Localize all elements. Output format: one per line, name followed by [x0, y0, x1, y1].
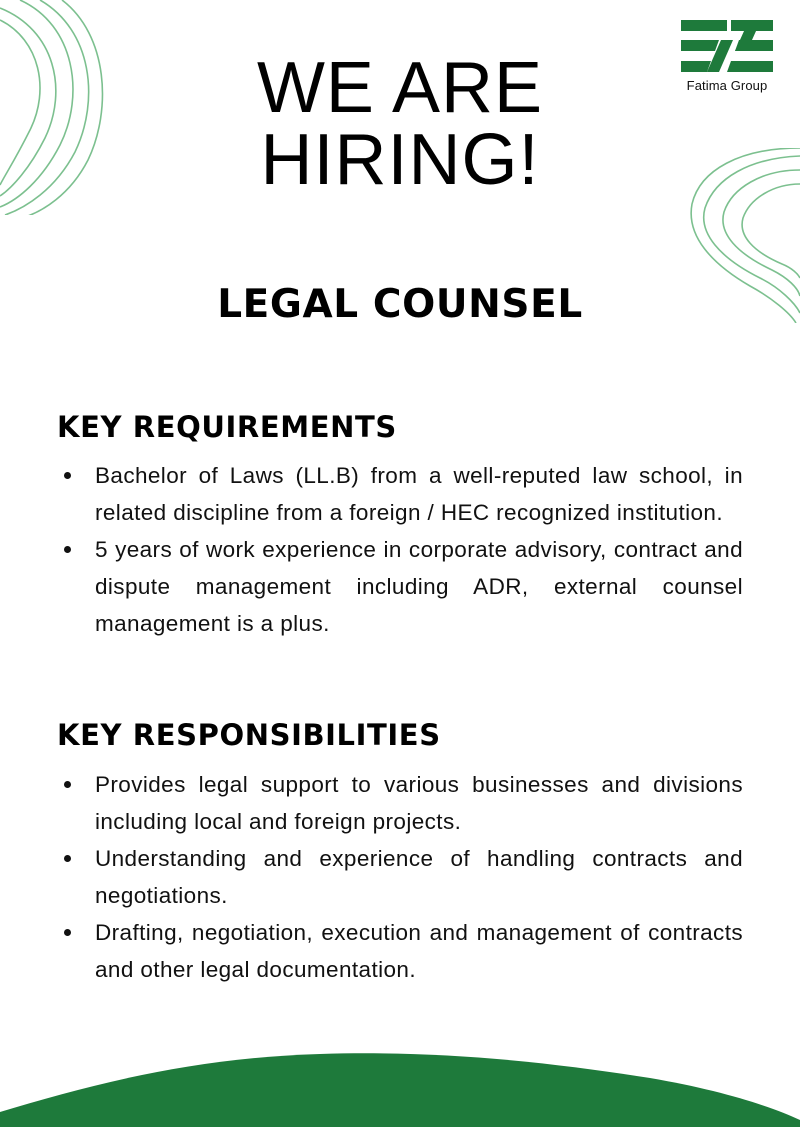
requirement-text: Bachelor of Laws (LL.B) from a well-reputed law school, in related discipline from a foreign / HEC recognized institution. — [95, 463, 743, 525]
requirement-item — [57, 457, 743, 531]
headline-line-1: WE ARE — [256, 48, 544, 128]
requirements-heading: KEY REQUIREMENTS — [57, 410, 397, 444]
responsibility-item — [57, 914, 743, 988]
headline-line-2: HIRING! — [260, 120, 540, 200]
bullet-icon — [64, 781, 71, 788]
decorative-wave-bottom — [0, 1040, 800, 1127]
job-title: LEGAL COUNSEL — [217, 282, 583, 327]
company-name: Fatima Group — [686, 78, 768, 93]
responsibility-item — [57, 840, 743, 914]
requirement-text: 5 years of work experience in corporate advisory, contract and dispute management including ADR, external counsel management is a plus. — [95, 537, 743, 636]
responsibility-text: Provides legal support to various businesses and divisions including local and foreign projects. — [95, 772, 743, 834]
requirements-list — [57, 457, 743, 642]
requirement-item — [57, 531, 743, 642]
hiring-headline — [0, 48, 800, 200]
bullet-icon — [64, 472, 71, 479]
responsibilities-heading: KEY RESPONSIBILITIES — [57, 718, 441, 752]
responsibilities-list — [57, 766, 743, 988]
responsibility-text: Drafting, negotiation, execution and management of contracts and other legal documentation. — [95, 920, 743, 982]
responsibility-text: Understanding and experience of handling contracts and negotiations. — [95, 846, 743, 908]
bullet-icon — [64, 929, 71, 936]
bullet-icon — [64, 546, 71, 553]
responsibility-item — [57, 766, 743, 840]
bullet-icon — [64, 855, 71, 862]
